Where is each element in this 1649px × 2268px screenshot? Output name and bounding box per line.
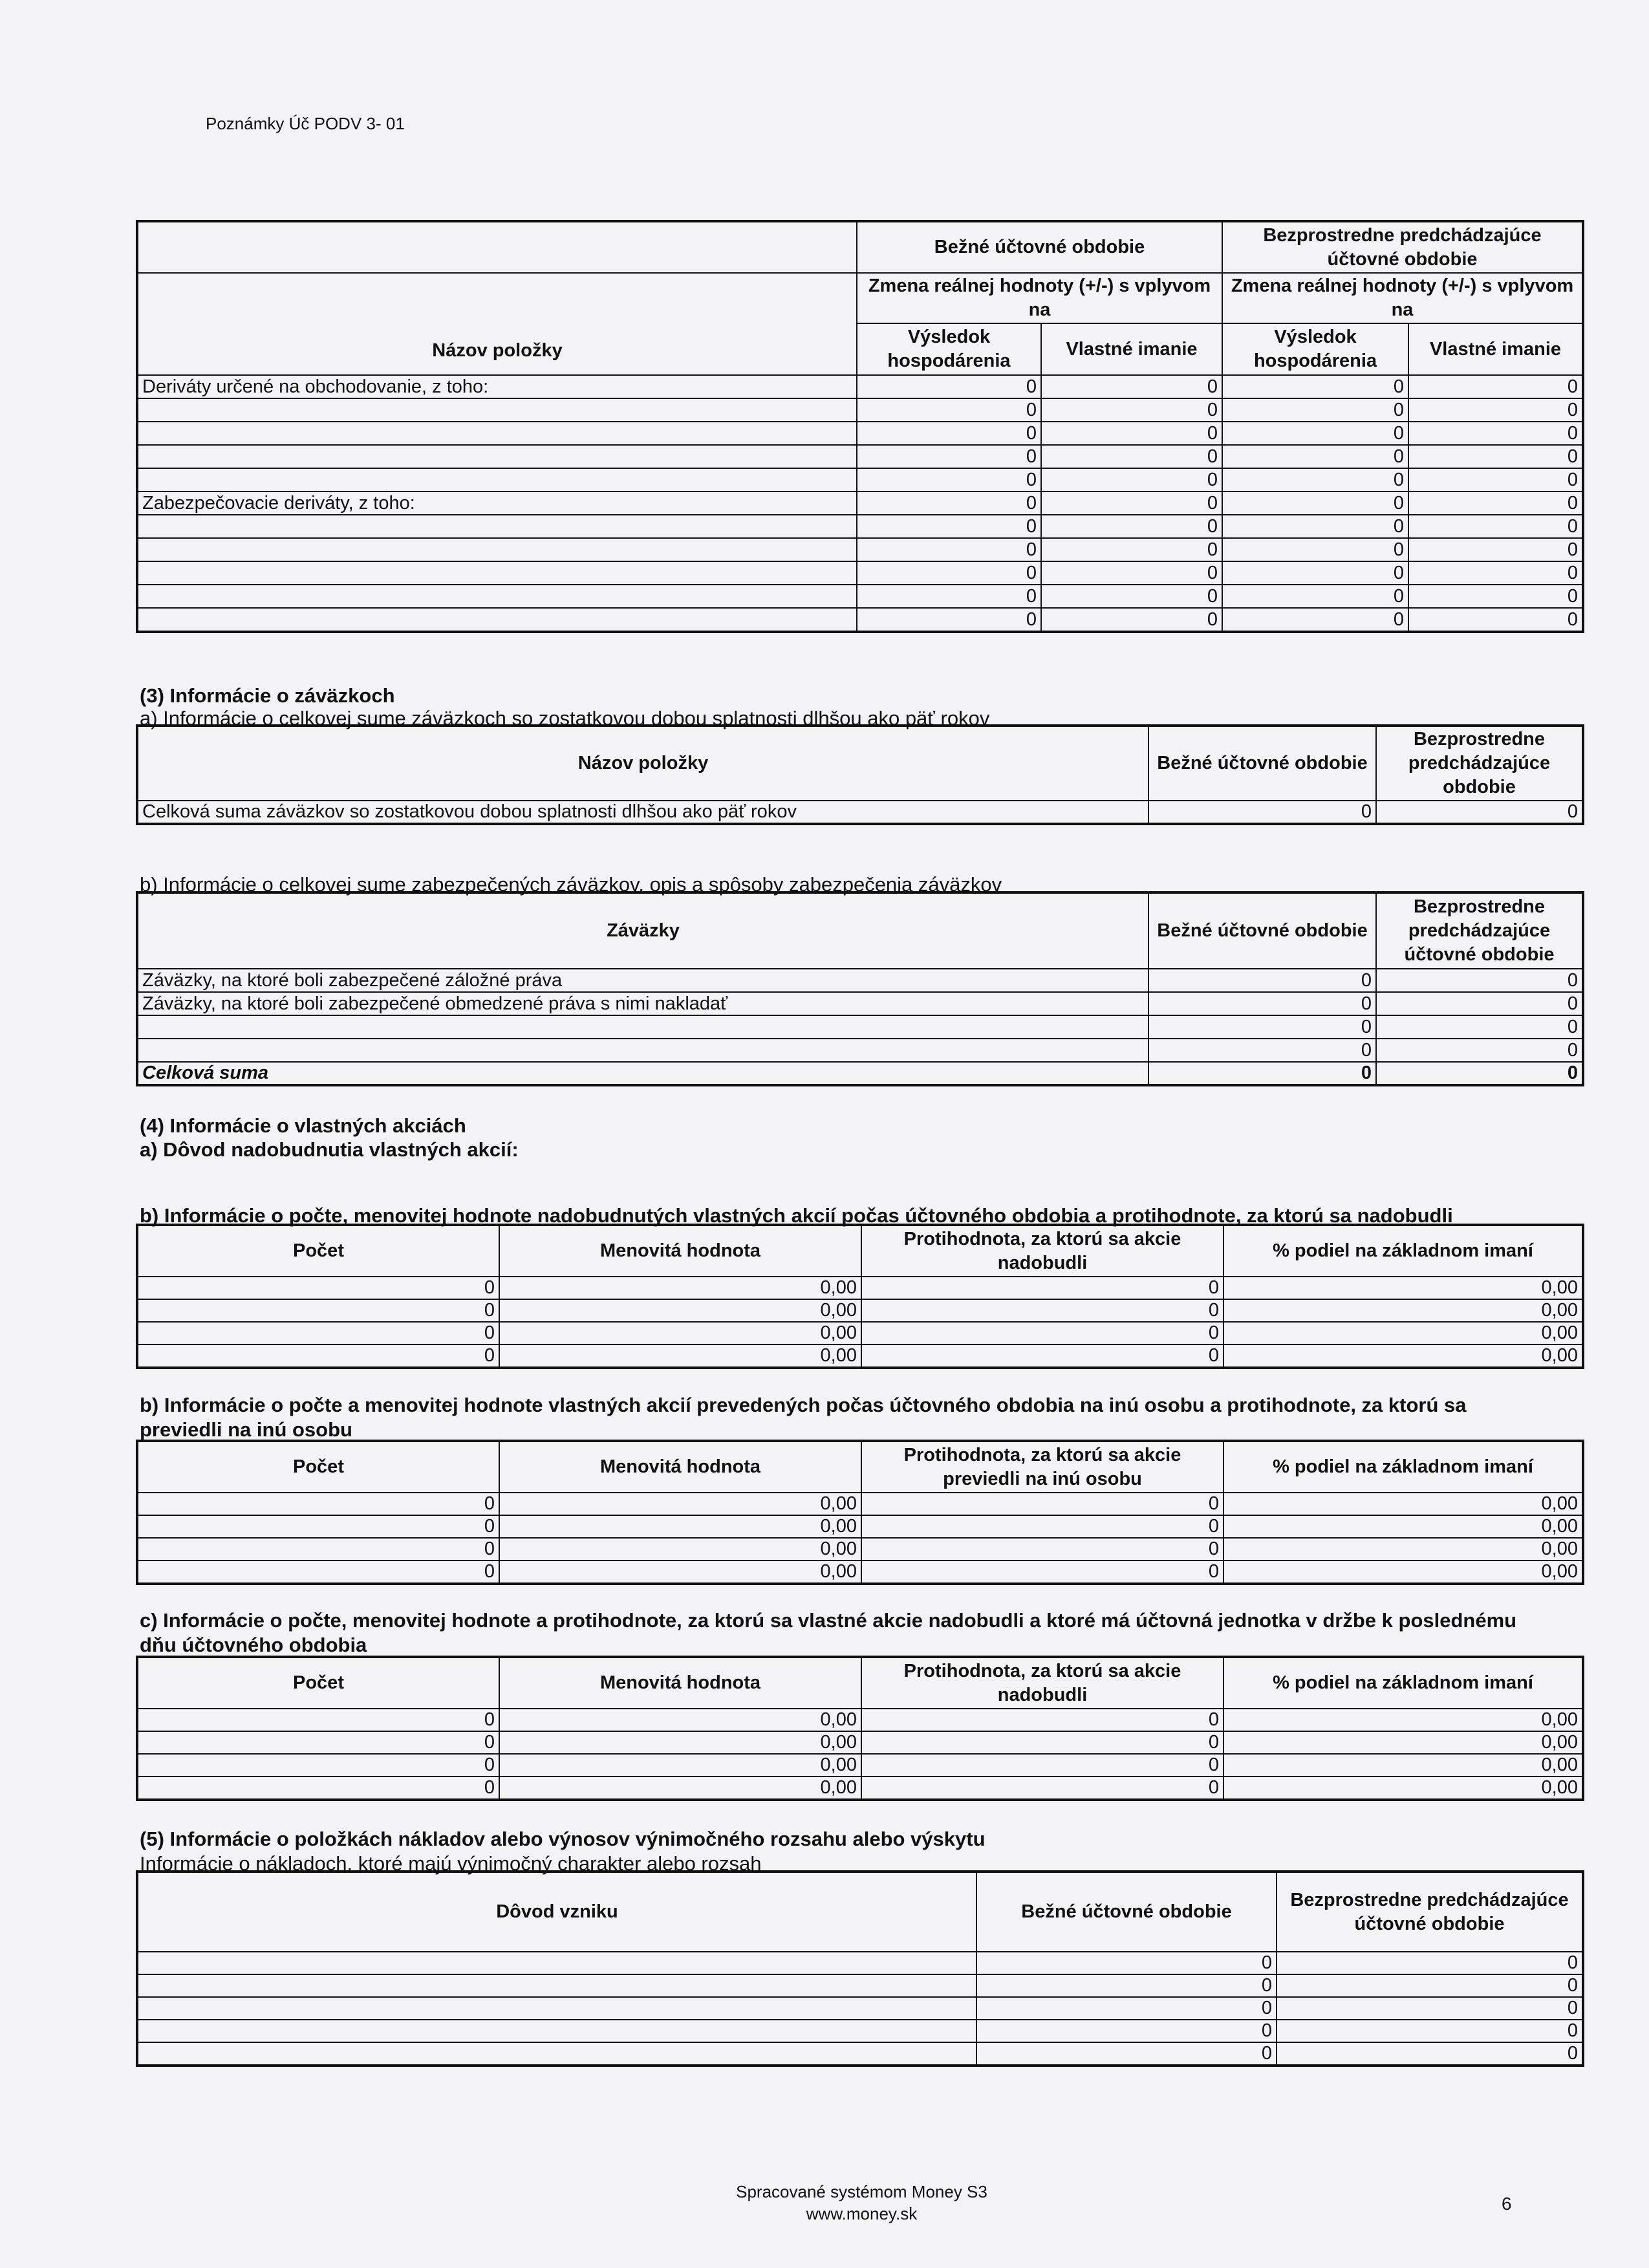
table-row	[137, 1974, 1583, 1997]
value-cell: 0	[1041, 538, 1222, 561]
fair-value-change-header-prior: Zmena reálnej hodnoty (+/-) s vplyvom na	[1222, 273, 1583, 323]
table-row	[137, 1754, 1583, 1777]
value-cell: 0,00	[499, 1538, 861, 1561]
value-cell: 0	[1148, 992, 1376, 1015]
value-cell: 0,00	[1223, 1709, 1583, 1731]
value-cell: 0	[861, 1561, 1223, 1584]
value-cell: 0	[861, 1777, 1223, 1800]
acquired-shares-table	[136, 1224, 1584, 1369]
value-cell: 0	[1148, 801, 1376, 824]
section-4c-text-line2: dňu účtovného obdobia	[140, 1634, 367, 1656]
value-cell: 0	[1408, 561, 1583, 585]
table-row	[137, 969, 1583, 992]
prior-period-header: Bezprostredne predchádzajúce účtovné obdobie	[1376, 892, 1583, 969]
current-period-header: Bežné účtovné obdobie	[857, 221, 1222, 273]
row-label: Zabezpečovacie deriváty, z toho:	[137, 491, 857, 515]
value-cell: 0	[137, 1538, 499, 1561]
long-term-liabilities-table	[136, 724, 1584, 825]
document-header: Poznámky Úč PODV 3- 01	[206, 114, 405, 133]
table-row	[137, 2020, 1583, 2042]
value-cell: 0,00	[1223, 1777, 1583, 1800]
value-cell: 0	[1408, 585, 1583, 608]
current-period-header: Bežné účtovné obdobie	[1148, 892, 1376, 969]
profit-loss-header-prior: Výsledok hospodárenia	[1222, 323, 1408, 375]
value-cell: 0	[861, 1538, 1223, 1561]
value-cell: 0,00	[1223, 1515, 1583, 1538]
value-cell: 0,00	[1223, 1754, 1583, 1777]
reason-cell	[137, 1974, 976, 1997]
value-cell: 0	[137, 1277, 499, 1299]
value-cell: 0,00	[499, 1561, 861, 1584]
value-cell: 0	[137, 1345, 499, 1368]
table-row	[137, 1015, 1583, 1039]
value-cell: 0	[1041, 468, 1222, 491]
row-label: Celková suma záväzkov so zostatkovou dobou splatnosti dlhšou ako päť rokov	[137, 801, 1148, 824]
value-cell: 0	[1376, 1015, 1583, 1039]
held-shares-table	[136, 1656, 1584, 1801]
table-row	[137, 515, 1583, 538]
table-row	[137, 1777, 1583, 1800]
value-cell: 0	[857, 608, 1041, 632]
value-cell: 0	[861, 1345, 1223, 1368]
value-cell: 0	[137, 1515, 499, 1538]
row-label	[137, 445, 857, 468]
value-cell: 0	[976, 1952, 1277, 1974]
value-cell: 0	[861, 1493, 1223, 1515]
value-cell: 0,00	[499, 1322, 861, 1345]
value-cell: 0	[1376, 969, 1583, 992]
nominal-value-header: Menovitá hodnota	[499, 1225, 861, 1277]
section-5-title: (5) Informácie o položkách nákladov alebo výnosov výnimočného rozsahu alebo výskytu	[140, 1828, 986, 1850]
transferred-shares-table	[136, 1440, 1584, 1585]
total-current: 0	[1148, 1062, 1376, 1085]
value-cell: 0	[1408, 375, 1583, 398]
section-4a-text: a) Dôvod nadobudnutia vlastných akcií:	[140, 1138, 519, 1161]
value-cell: 0	[861, 1709, 1223, 1731]
item-name-header: Názov položky	[137, 273, 857, 375]
value-cell: 0	[857, 375, 1041, 398]
reason-cell	[137, 2042, 976, 2066]
liabilities-header: Záväzky	[137, 892, 1148, 969]
value-cell: 0	[861, 1299, 1223, 1322]
value-cell: 0	[976, 1974, 1277, 1997]
value-cell: 0	[857, 538, 1041, 561]
prior-period-header: Bezprostredne predchádzajúce obdobie	[1376, 726, 1583, 801]
value-cell: 0	[137, 1731, 499, 1754]
row-label	[137, 422, 857, 445]
value-cell: 0	[1041, 608, 1222, 632]
derivatives-table	[136, 220, 1584, 633]
section-4b2-text-line2: previedli na inú osobu	[140, 1418, 352, 1441]
value-cell: 0	[861, 1754, 1223, 1777]
profit-loss-header-current: Výsledok hospodárenia	[857, 323, 1041, 375]
table-row	[137, 398, 1583, 422]
value-cell: 0	[1277, 2020, 1583, 2042]
reason-cell	[137, 2020, 976, 2042]
count-header: Počet	[137, 1225, 499, 1277]
table-row	[137, 1538, 1583, 1561]
value-cell: 0	[1041, 561, 1222, 585]
row-label	[137, 608, 857, 632]
current-period-header: Bežné účtovné obdobie	[976, 1872, 1277, 1952]
value-cell: 0	[1376, 992, 1583, 1015]
row-label	[137, 515, 857, 538]
row-label: Deriváty určené na obchodovanie, z toho:	[137, 375, 857, 398]
section-5-subtitle: Informácie o nákladoch, ktoré majú výnimočný charakter alebo rozsah	[140, 1852, 762, 1875]
table-row	[137, 801, 1583, 824]
value-cell: 0	[1408, 422, 1583, 445]
value-cell: 0	[857, 422, 1041, 445]
value-cell: 0	[1376, 1039, 1583, 1062]
value-cell: 0,00	[499, 1709, 861, 1731]
fair-value-change-header-current: Zmena reálnej hodnoty (+/-) s vplyvom na	[857, 273, 1222, 323]
value-cell: 0,00	[1223, 1561, 1583, 1584]
value-cell: 0	[861, 1731, 1223, 1754]
value-cell: 0	[976, 2042, 1277, 2066]
value-cell: 0	[137, 1754, 499, 1777]
table-row	[137, 608, 1583, 632]
value-cell: 0	[1277, 1997, 1583, 2020]
table-row	[137, 1561, 1583, 1584]
value-cell: 0	[857, 445, 1041, 468]
consideration-header: Protihodnota, za ktorú sa akcie nadobudli	[861, 1657, 1223, 1709]
value-cell: 0	[1222, 398, 1408, 422]
value-cell: 0	[1041, 515, 1222, 538]
value-cell: 0,00	[499, 1299, 861, 1322]
value-cell: 0	[1222, 608, 1408, 632]
value-cell: 0	[1041, 491, 1222, 515]
table-row	[137, 1345, 1583, 1368]
value-cell: 0	[861, 1277, 1223, 1299]
footer-line-2: www.money.sk	[806, 2204, 918, 2223]
reason-header: Dôvod vzniku	[137, 1872, 976, 1952]
value-cell: 0	[1408, 491, 1583, 515]
value-cell: 0	[1408, 398, 1583, 422]
prior-period-header: Bezprostredne predchádzajúce účtovné obdobie	[1277, 1872, 1583, 1952]
value-cell: 0	[861, 1322, 1223, 1345]
total-prior: 0	[1376, 1062, 1583, 1085]
value-cell: 0,00	[499, 1777, 861, 1800]
table-row	[137, 992, 1583, 1015]
value-cell: 0	[976, 1997, 1277, 2020]
value-cell: 0,00	[1223, 1299, 1583, 1322]
table-row	[137, 1709, 1583, 1731]
nominal-value-header: Menovitá hodnota	[499, 1441, 861, 1493]
value-cell: 0	[1222, 538, 1408, 561]
value-cell: 0,00	[1223, 1731, 1583, 1754]
value-cell: 0	[976, 2020, 1277, 2042]
reason-cell	[137, 1952, 976, 1974]
value-cell: 0,00	[499, 1345, 861, 1368]
share-capital-percent-header: % podiel na základnom imaní	[1223, 1657, 1583, 1709]
value-cell: 0,00	[499, 1277, 861, 1299]
item-name-header: Názov položky	[137, 726, 1148, 801]
table-row	[137, 2042, 1583, 2066]
value-cell: 0	[857, 585, 1041, 608]
prior-period-header: Bezprostredne predchádzajúce účtovné obdobie	[1222, 221, 1583, 273]
table-row	[137, 445, 1583, 468]
value-cell: 0	[137, 1561, 499, 1584]
share-capital-percent-header: % podiel na základnom imaní	[1223, 1225, 1583, 1277]
reason-cell	[137, 1997, 976, 2020]
consideration-header: Protihodnota, za ktorú sa akcie nadobudli	[861, 1225, 1223, 1277]
value-cell: 0	[1222, 491, 1408, 515]
value-cell: 0	[1041, 422, 1222, 445]
section-3b-text: b) Informácie o celkovej sume zabezpečených záväzkov, opis a spôsoby zabezpečenia záväzkov	[140, 873, 1002, 896]
value-cell: 0	[1041, 445, 1222, 468]
value-cell: 0	[1148, 1015, 1376, 1039]
value-cell: 0	[1222, 375, 1408, 398]
value-cell: 0	[857, 468, 1041, 491]
equity-header-current: Vlastné imanie	[1041, 323, 1222, 375]
table-row	[137, 468, 1583, 491]
value-cell: 0	[137, 1777, 499, 1800]
page-number: 6	[1502, 2194, 1512, 2214]
table-row	[137, 538, 1583, 561]
value-cell: 0,00	[499, 1731, 861, 1754]
section-4b1-text: b) Informácie o počte, menovitej hodnote nadobudnutých vlastných akcií počas účtovného obdobia a protihodnote, za ktorú sa nadobudli	[140, 1204, 1453, 1227]
table-row	[137, 585, 1583, 608]
value-cell: 0	[857, 491, 1041, 515]
value-cell: 0,00	[499, 1493, 861, 1515]
value-cell: 0	[1277, 2042, 1583, 2066]
share-capital-percent-header: % podiel na základnom imaní	[1223, 1441, 1583, 1493]
row-label	[137, 585, 857, 608]
value-cell: 0	[1408, 538, 1583, 561]
footer-line-1: Spracované systémom Money S3	[736, 2182, 987, 2201]
value-cell: 0	[137, 1709, 499, 1731]
equity-header-prior: Vlastné imanie	[1408, 323, 1583, 375]
value-cell: 0	[861, 1515, 1223, 1538]
value-cell: 0	[857, 398, 1041, 422]
table-row	[137, 491, 1583, 515]
value-cell: 0	[1041, 398, 1222, 422]
value-cell: 0	[137, 1493, 499, 1515]
table-row	[137, 1039, 1583, 1062]
row-label	[137, 1039, 1148, 1062]
total-label: Celková suma	[137, 1062, 1148, 1085]
value-cell: 0	[1222, 445, 1408, 468]
value-cell: 0	[1277, 1952, 1583, 1974]
value-cell: 0,00	[499, 1515, 861, 1538]
value-cell: 0	[1222, 585, 1408, 608]
value-cell: 0	[1408, 445, 1583, 468]
value-cell: 0	[137, 1322, 499, 1345]
table-row	[137, 422, 1583, 445]
table-row	[137, 1322, 1583, 1345]
value-cell: 0	[857, 561, 1041, 585]
table-row	[137, 561, 1583, 585]
exceptional-costs-table	[136, 1870, 1584, 2067]
value-cell: 0,00	[1223, 1322, 1583, 1345]
count-header: Počet	[137, 1657, 499, 1709]
value-cell: 0	[1408, 468, 1583, 491]
value-cell: 0	[1376, 801, 1583, 824]
count-header: Počet	[137, 1441, 499, 1493]
value-cell: 0	[1222, 468, 1408, 491]
row-label: Záväzky, na ktoré boli zabezpečené záložné práva	[137, 969, 1148, 992]
value-cell: 0	[1277, 1974, 1583, 1997]
value-cell: 0	[1222, 561, 1408, 585]
section-3a-text: a) Informácie o celkovej sume záväzkoch so zostatkovou dobou splatnosti dlhšou ako päť rokov	[140, 707, 990, 729]
blank-header-cell	[137, 221, 857, 273]
section-4-title: (4) Informácie o vlastných akciách	[140, 1114, 466, 1137]
section-4c-text-line1: c) Informácie o počte, menovitej hodnote a protihodnote, za ktorú sa vlastné akcie nadobudli a ktoré má účtovná jednotka v držbe k poslednému	[140, 1609, 1517, 1632]
value-cell: 0	[1148, 1039, 1376, 1062]
secured-liabilities-table	[136, 891, 1584, 1086]
section-3-title: (3) Informácie o záväzkoch	[140, 684, 395, 707]
footer	[647, 2181, 1077, 2225]
value-cell: 0,00	[1223, 1493, 1583, 1515]
row-label	[137, 468, 857, 491]
value-cell: 0	[1041, 585, 1222, 608]
table-row	[137, 375, 1583, 398]
value-cell: 0	[137, 1299, 499, 1322]
table-row	[137, 1731, 1583, 1754]
value-cell: 0	[1148, 969, 1376, 992]
nominal-value-header: Menovitá hodnota	[499, 1657, 861, 1709]
value-cell: 0,00	[1223, 1538, 1583, 1561]
consideration-header: Protihodnota, za ktorú sa akcie previedli na inú osobu	[861, 1441, 1223, 1493]
value-cell: 0	[1408, 515, 1583, 538]
table-row	[137, 1299, 1583, 1322]
row-label	[137, 538, 857, 561]
table-row	[137, 1515, 1583, 1538]
row-label: Záväzky, na ktoré boli zabezpečené obmedzené práva s nimi nakladať	[137, 992, 1148, 1015]
total-row	[137, 1062, 1583, 1085]
table-row	[137, 1952, 1583, 1974]
row-label	[137, 561, 857, 585]
value-cell: 0	[1222, 422, 1408, 445]
value-cell: 0,00	[499, 1754, 861, 1777]
value-cell: 0	[1408, 608, 1583, 632]
section-4b2-text-line1: b) Informácie o počte a menovitej hodnote vlastných akcií prevedených počas účtovného obdobia na inú osobu a protihodnote, za ktorú sa	[140, 1394, 1467, 1416]
value-cell: 0	[1222, 515, 1408, 538]
row-label	[137, 398, 857, 422]
table-row	[137, 1997, 1583, 2020]
table-row	[137, 1277, 1583, 1299]
value-cell: 0	[1041, 375, 1222, 398]
row-label	[137, 1015, 1148, 1039]
value-cell: 0	[857, 515, 1041, 538]
current-period-header: Bežné účtovné obdobie	[1148, 726, 1376, 801]
value-cell: 0,00	[1223, 1345, 1583, 1368]
table-row	[137, 1493, 1583, 1515]
value-cell: 0,00	[1223, 1277, 1583, 1299]
